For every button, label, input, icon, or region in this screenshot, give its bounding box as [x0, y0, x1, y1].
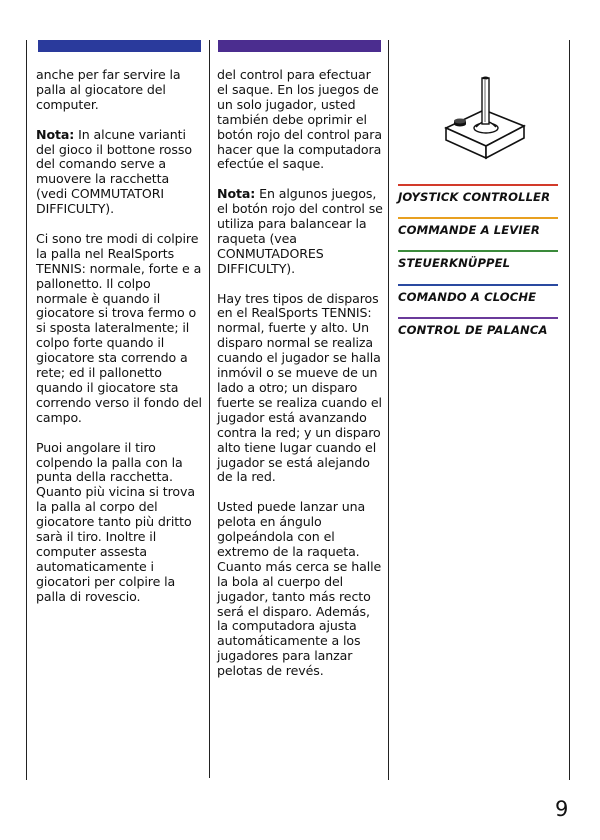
spanish-paragraph-1: del control para efectuar el saque. En los juegos de un solo jugador, usted también debe oprimir el botón rojo del control para hacer que la computadora efectúe el saque.	[217, 67, 382, 172]
note-text: En algunos juegos, el botón rojo del control se utiliza para balancear la raqueta (vea CONMUTADORES DIFFICULTY).	[217, 186, 383, 276]
note-label: Nota:	[217, 186, 256, 202]
italian-note	[36, 128, 204, 217]
page-number: 9	[555, 797, 569, 821]
label-text: JOYSTICK CONTROLLER	[398, 190, 551, 204]
col1-header-bar	[38, 40, 201, 52]
note-text: In alcune varianti del gioco il bottone rosso del comando serve a muovere la racchetta (vedi COMMUTATORI DIFFICULTY).	[36, 126, 192, 217]
column-divider-right	[388, 40, 389, 780]
label-line	[398, 217, 558, 219]
joystick-icon	[438, 66, 530, 166]
label-text: CONTROL DE PALANCA	[398, 323, 548, 337]
spanish-note	[217, 187, 383, 276]
column-divider-far-right	[569, 40, 570, 780]
italian-paragraph-1: anche per far servire la palla al giocatore del computer.	[36, 67, 181, 112]
label-line	[398, 250, 558, 252]
label-line	[398, 317, 558, 319]
spanish-paragraph-4: Usted puede lanzar una pelota en ángulo golpeándola con el extremo de la raqueta. Cuanto más cerca se halle la bola al cuerpo del jugador, tanto más recto será el disparo. Además, la computadora ajusta automáticamente a los jugadores para lanzar pelotas de revés.	[217, 499, 382, 679]
label-text: STEUERKNÜPPEL	[398, 256, 511, 270]
note-label: Nota:	[36, 126, 75, 142]
column-divider-middle	[209, 40, 210, 778]
column-divider-left	[26, 40, 27, 780]
col2-header-bar	[218, 40, 381, 52]
spanish-paragraph-3: Hay tres tipos de disparos en el RealSports TENNIS: normal, fuerte y alto. Un disparo normal se realiza cuando el jugador se halla inmóvil o se mueve de un lado a otro; un disparo fuerte se realiza cuando el jugador está avanzando contra la red; y un disparo alto tiene lugar cuando el jugador se está alejando de la red.	[217, 290, 382, 485]
spanish-column	[217, 68, 383, 694]
label-line	[398, 184, 558, 186]
label-text: COMANDO A CLOCHE	[398, 290, 537, 304]
label-text: COMMANDE A LEVIER	[398, 223, 540, 237]
italian-paragraph-4: Puoi angolare il tiro colpendo la palla con la punta della racchetta. Quanto più vicina si trova la palla al corpo del giocatore tanto più dritto sarà il tiro. Inoltre il computer assesta automaticamente i giocatori per colpire la palla di rovescio.	[36, 439, 195, 604]
italian-paragraph-3: Ci sono tre modi di colpire la palla nel RealSports TENNIS: normale, forte e a pallonetto. Il colpo normale è quando il giocatore si trova fermo o si sposta lateralmente; il colpo forte quando il giocatore sta correndo a rete; ed il pallonetto quando il giocatore sta correndo verso il fondo del campo.	[36, 230, 202, 425]
italian-column	[36, 68, 204, 619]
label-line	[398, 284, 558, 286]
